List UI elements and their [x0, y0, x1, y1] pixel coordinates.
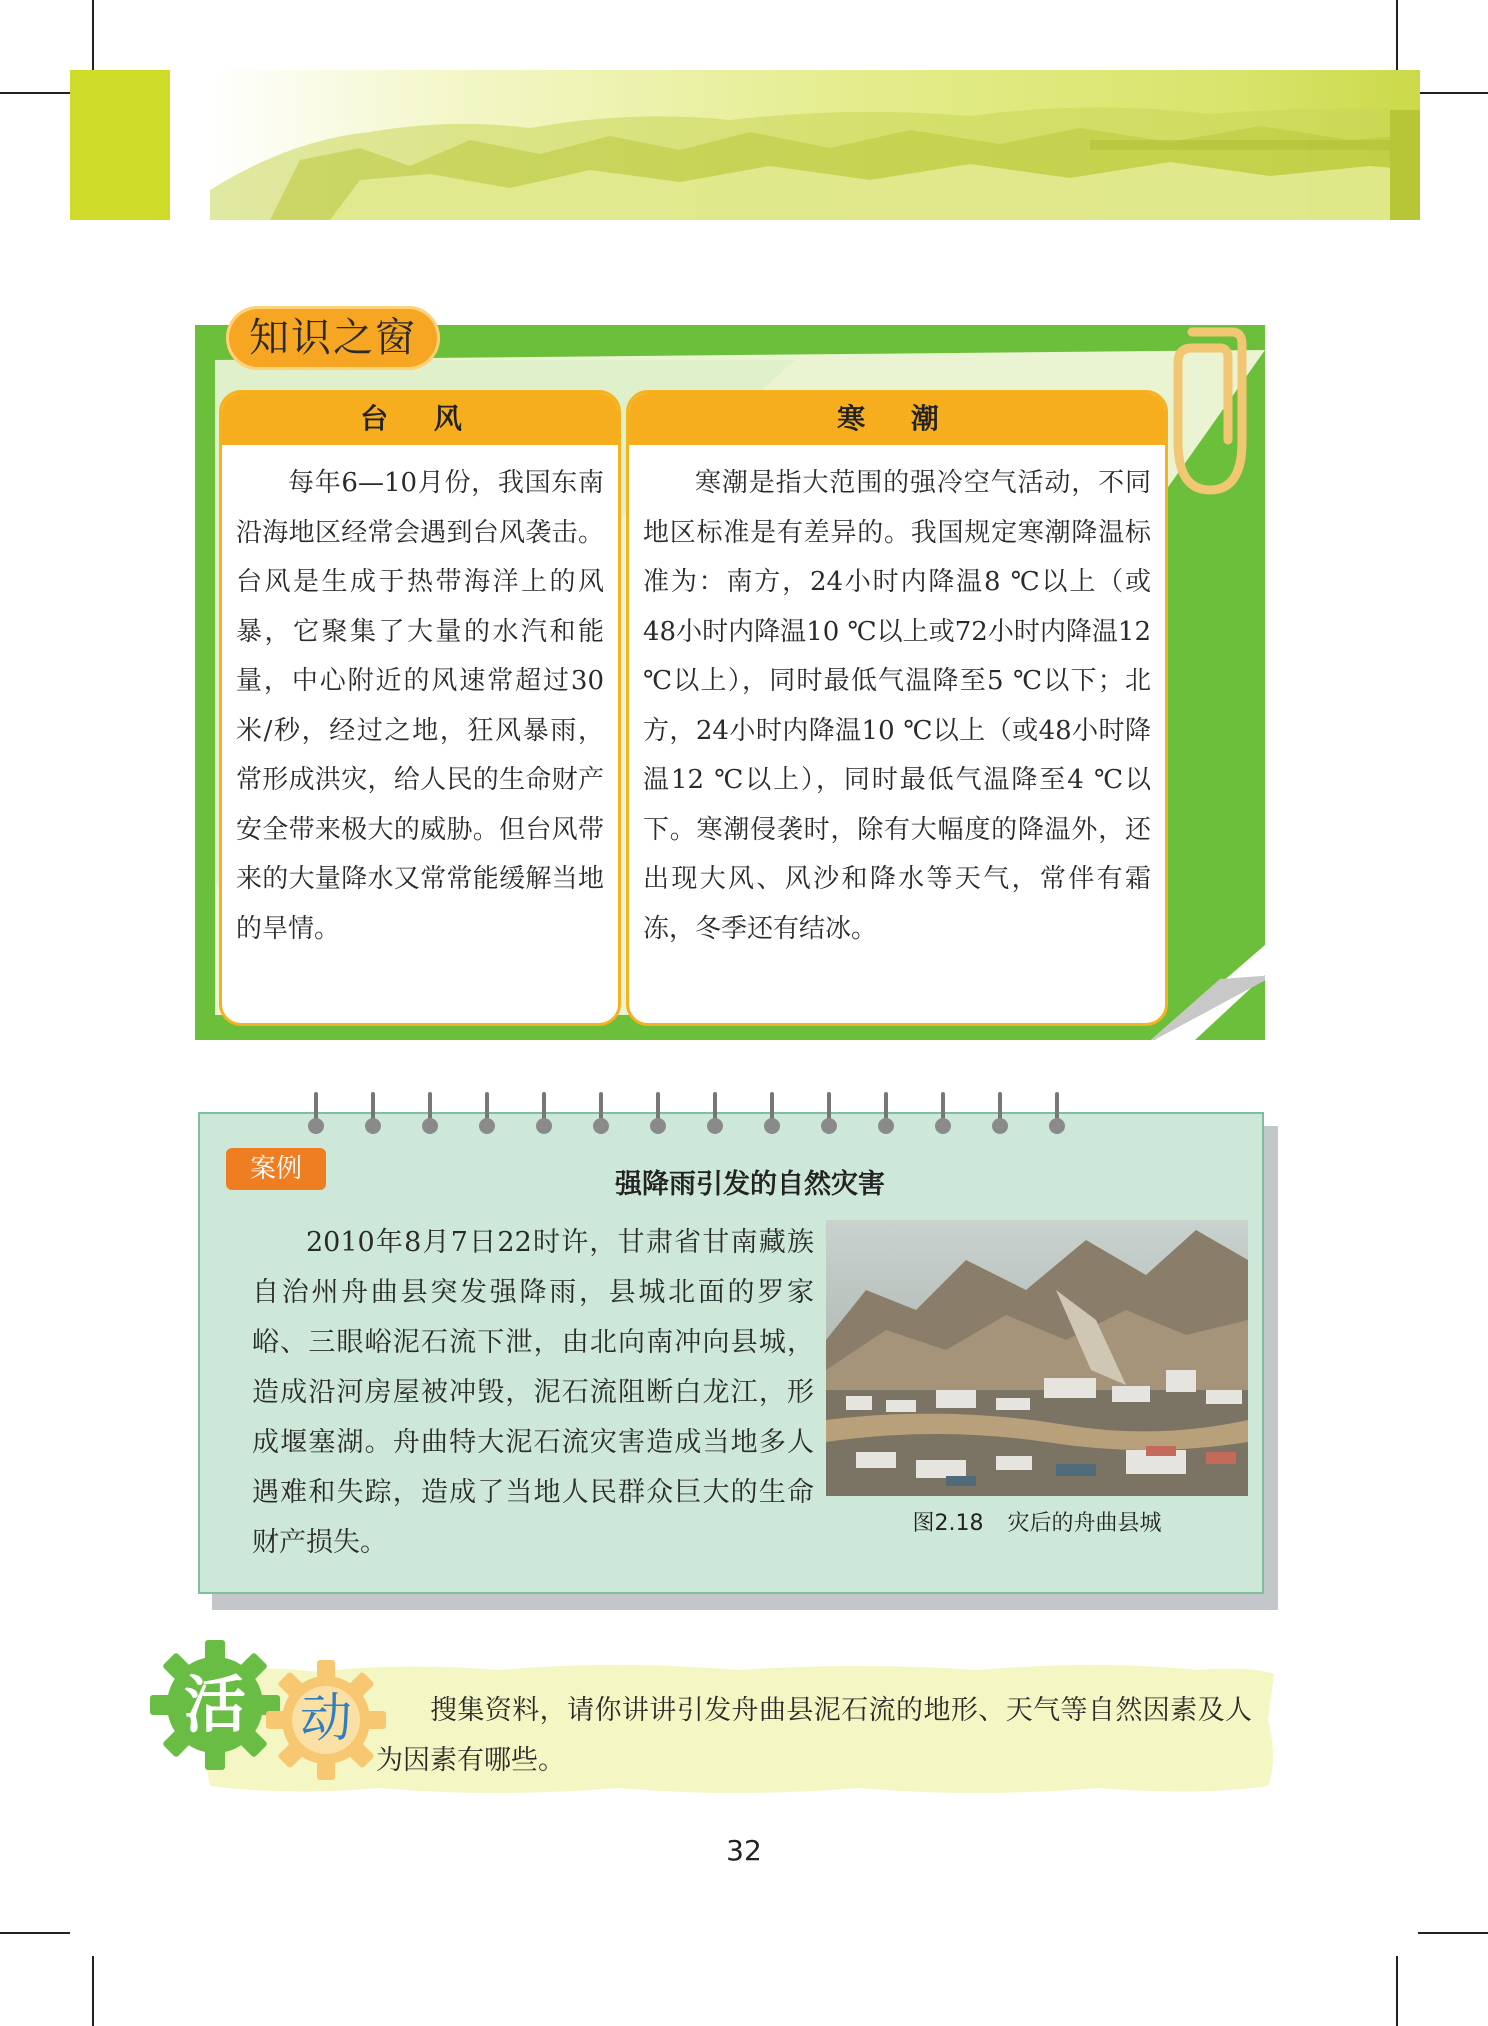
paper-clip-icon	[1170, 322, 1250, 502]
typhoon-panel	[219, 390, 621, 1026]
typhoon-body	[222, 445, 618, 954]
activity-label-1: 活	[183, 1668, 246, 1741]
binder-ring-icon	[362, 1092, 384, 1138]
knowledge-window-title: 知识之窗	[226, 306, 440, 370]
crop-mark	[1396, 1956, 1398, 2026]
binder-ring-icon	[647, 1092, 669, 1138]
figure-caption-text: 灾后的舟曲县城	[1007, 1511, 1162, 1536]
page-number: 32	[726, 1834, 762, 1867]
cold-wave-body	[629, 445, 1165, 954]
header-landscape-band	[210, 70, 1420, 220]
activity-label-2: 动	[299, 1689, 352, 1749]
crop-mark	[0, 1932, 70, 1934]
binder-ring-icon	[704, 1092, 726, 1138]
case-title: 强降雨引发的自然灾害	[615, 1169, 885, 1200]
binder-ring-icon	[932, 1092, 954, 1138]
zhouqu-photo	[826, 1220, 1248, 1496]
binder-ring-icon	[761, 1092, 783, 1138]
cold-wave-text: 寒潮是指大范围的强冷空气活动，不同地区标准是有差异的。我国规定寒潮降温标准为：南方，24小时内降温8 ℃以上（或48小时内降温10 ℃以上或72小时内降温12 ℃以上），同时最低气温降至5 ℃以下；北方，24小时内降温10 ℃以上（或48小时降温12 ℃以上），同时最低气温降至4 ℃以下。寒潮侵袭时，除有大幅度的降温外，还出现大风、风沙和降水等天气，常伴有霜冻，冬季还有结冰。	[643, 468, 1151, 944]
crop-mark	[92, 0, 94, 70]
binder-ring-icon	[419, 1092, 441, 1138]
crop-mark	[1396, 0, 1398, 70]
crop-mark	[92, 1956, 94, 2026]
binder-ring-icon	[590, 1092, 612, 1138]
binder-ring-icon	[476, 1092, 498, 1138]
figure-caption	[826, 1506, 1248, 1537]
crop-mark	[1418, 92, 1488, 94]
activity-text: 搜集资料，请你讲讲引发舟曲县泥石流的地形、天气等自然因素及人为因素有哪些。	[376, 1695, 1252, 1776]
binder-ring-icon	[989, 1092, 1011, 1138]
crop-mark	[0, 92, 70, 94]
cold-wave-panel	[626, 390, 1168, 1026]
crop-mark	[1418, 1932, 1488, 1934]
header-color-block	[70, 70, 170, 220]
binder-ring-icon	[305, 1092, 327, 1138]
binder-ring-icon	[875, 1092, 897, 1138]
typhoon-text: 每年6—10月份，我国东南沿海地区经常会遇到台风袭击。台风是生成于热带海洋上的风暴，它聚集了大量的水汽和能量，中心附近的风速常超过30米/秒，经过之地，狂风暴雨，常形成洪灾，给人民的生命财产安全带来极大的威胁。但台风带来的大量降水又常常能缓解当地的旱情。	[236, 468, 604, 944]
case-body	[252, 1218, 814, 1568]
binder-ring-icon	[533, 1092, 555, 1138]
binder-ring-icon	[818, 1092, 840, 1138]
figure-number: 图2.18	[912, 1511, 984, 1536]
case-tag: 案例	[226, 1148, 326, 1190]
town-photo-illustration	[826, 1220, 1248, 1496]
activity-body	[376, 1686, 1252, 1786]
typhoon-heading: 台 风	[222, 393, 618, 445]
binder-ring-icon	[1046, 1092, 1068, 1138]
case-text: 2010年8月7日22时许，甘肃省甘南藏族自治州舟曲县突发强降雨，县城北面的罗家峪、三眼峪泥石流下泄，由北向南冲向县城，造成沿河房屋被冲毁，泥石流阻断白龙江，形成堰塞湖。舟曲特大泥石流灾害造成当地多人遇难和失踪，造成了当地人民群众巨大的生命财产损失。	[252, 1227, 814, 1558]
landscape-illustration	[210, 70, 1420, 220]
cold-wave-heading: 寒 潮	[629, 393, 1165, 445]
